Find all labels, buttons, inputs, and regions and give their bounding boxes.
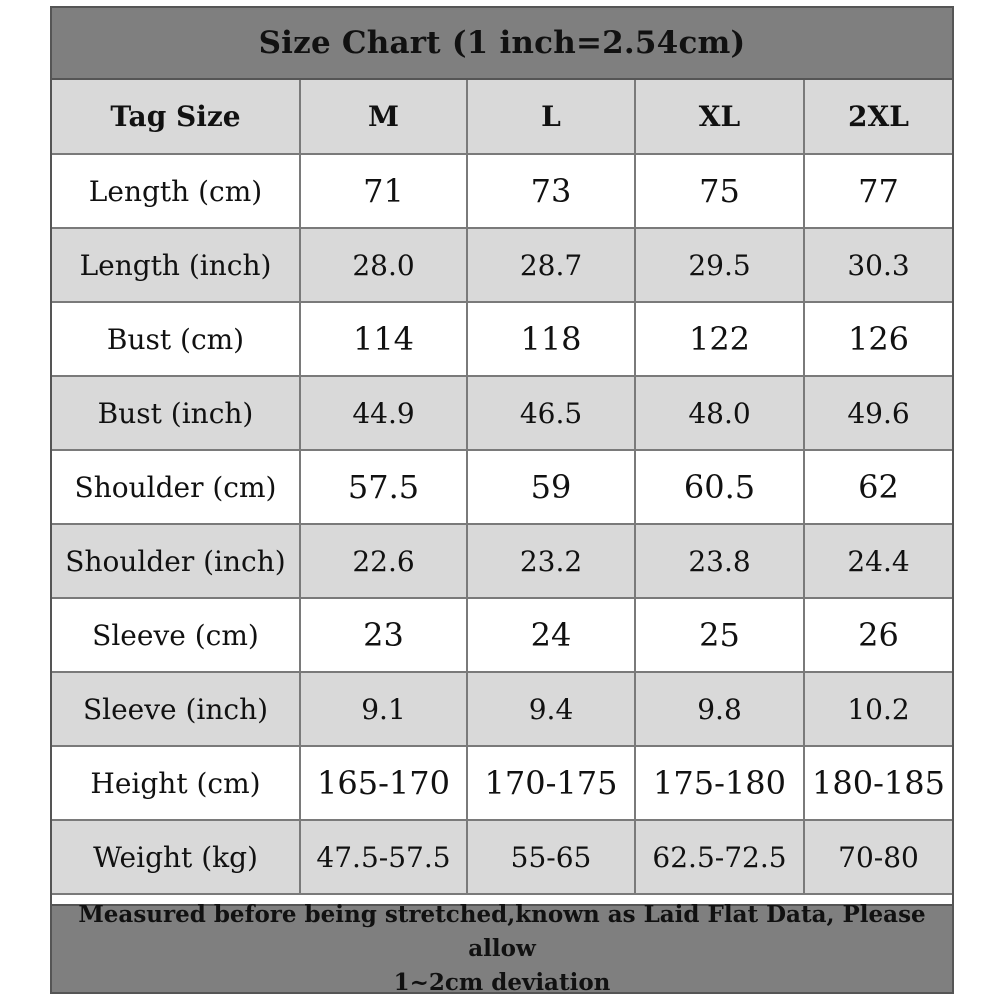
table-row bbox=[52, 672, 952, 746]
row-label: Bust (cm) bbox=[52, 302, 300, 376]
table-row bbox=[52, 228, 952, 302]
row-label: Weight (kg) bbox=[52, 820, 300, 894]
table-row bbox=[52, 154, 952, 228]
table-cell: 9.8 bbox=[635, 672, 804, 746]
table-cell: 70-80 bbox=[804, 820, 952, 894]
table-cell: 25 bbox=[635, 598, 804, 672]
table-cell: 23.8 bbox=[635, 524, 804, 598]
footer-note bbox=[52, 901, 952, 996]
size-l-header: L bbox=[467, 80, 635, 154]
table-cell: 9.1 bbox=[300, 672, 467, 746]
table-cell: 62 bbox=[804, 450, 952, 524]
table-cell: 114 bbox=[300, 302, 467, 376]
row-label: Shoulder (inch) bbox=[52, 524, 300, 598]
chart-title: Size Chart (1 inch=2.54cm) bbox=[52, 8, 952, 80]
table-row bbox=[52, 598, 952, 672]
row-label: Height (cm) bbox=[52, 746, 300, 820]
footer-note-line-1: Measured before being stretched,known as Laid Flat Data, Please allow bbox=[78, 901, 926, 962]
table-cell: 9.4 bbox=[467, 672, 635, 746]
size-table bbox=[52, 80, 952, 895]
table-row bbox=[52, 450, 952, 524]
table-cell: 170-175 bbox=[467, 746, 635, 820]
row-label: Length (inch) bbox=[52, 228, 300, 302]
table-cell: 48.0 bbox=[635, 376, 804, 450]
table-cell: 75 bbox=[635, 154, 804, 228]
size-m-header: M bbox=[300, 80, 467, 154]
table-cell: 59 bbox=[467, 450, 635, 524]
row-label: Length (cm) bbox=[52, 154, 300, 228]
table-cell: 165-170 bbox=[300, 746, 467, 820]
table-cell: 122 bbox=[635, 302, 804, 376]
table-cell: 47.5-57.5 bbox=[300, 820, 467, 894]
table-row bbox=[52, 302, 952, 376]
table-cell: 62.5-72.5 bbox=[635, 820, 804, 894]
table-cell: 24.4 bbox=[804, 524, 952, 598]
table-cell: 77 bbox=[804, 154, 952, 228]
table-cell: 30.3 bbox=[804, 228, 952, 302]
table-cell: 10.2 bbox=[804, 672, 952, 746]
table-cell: 24 bbox=[467, 598, 635, 672]
table-cell: 60.5 bbox=[635, 450, 804, 524]
table-cell: 46.5 bbox=[467, 376, 635, 450]
footer-note-line-2: 1~2cm deviation bbox=[393, 969, 611, 996]
tag-size-header: Tag Size bbox=[52, 80, 300, 154]
row-label: Sleeve (cm) bbox=[52, 598, 300, 672]
table-cell: 126 bbox=[804, 302, 952, 376]
table-row bbox=[52, 524, 952, 598]
table-cell: 175-180 bbox=[635, 746, 804, 820]
table-cell: 28.7 bbox=[467, 228, 635, 302]
table-cell: 22.6 bbox=[300, 524, 467, 598]
table-cell: 23.2 bbox=[467, 524, 635, 598]
table-row bbox=[52, 820, 952, 894]
size-chart bbox=[50, 6, 954, 994]
table-cell: 71 bbox=[300, 154, 467, 228]
table-cell: 29.5 bbox=[635, 228, 804, 302]
table-cell: 55-65 bbox=[467, 820, 635, 894]
row-label: Shoulder (cm) bbox=[52, 450, 300, 524]
table-cell: 28.0 bbox=[300, 228, 467, 302]
header-row bbox=[52, 80, 952, 154]
table-cell: 44.9 bbox=[300, 376, 467, 450]
table-cell: 118 bbox=[467, 302, 635, 376]
table-cell: 23 bbox=[300, 598, 467, 672]
table-row bbox=[52, 376, 952, 450]
table-cell: 57.5 bbox=[300, 450, 467, 524]
size-xl-header: XL bbox=[635, 80, 804, 154]
row-label: Bust (inch) bbox=[52, 376, 300, 450]
size-2xl-header: 2XL bbox=[804, 80, 952, 154]
table-cell: 180-185 bbox=[804, 746, 952, 820]
row-label: Sleeve (inch) bbox=[52, 672, 300, 746]
table-row bbox=[52, 746, 952, 820]
table-cell: 26 bbox=[804, 598, 952, 672]
table-cell: 49.6 bbox=[804, 376, 952, 450]
table-cell: 73 bbox=[467, 154, 635, 228]
